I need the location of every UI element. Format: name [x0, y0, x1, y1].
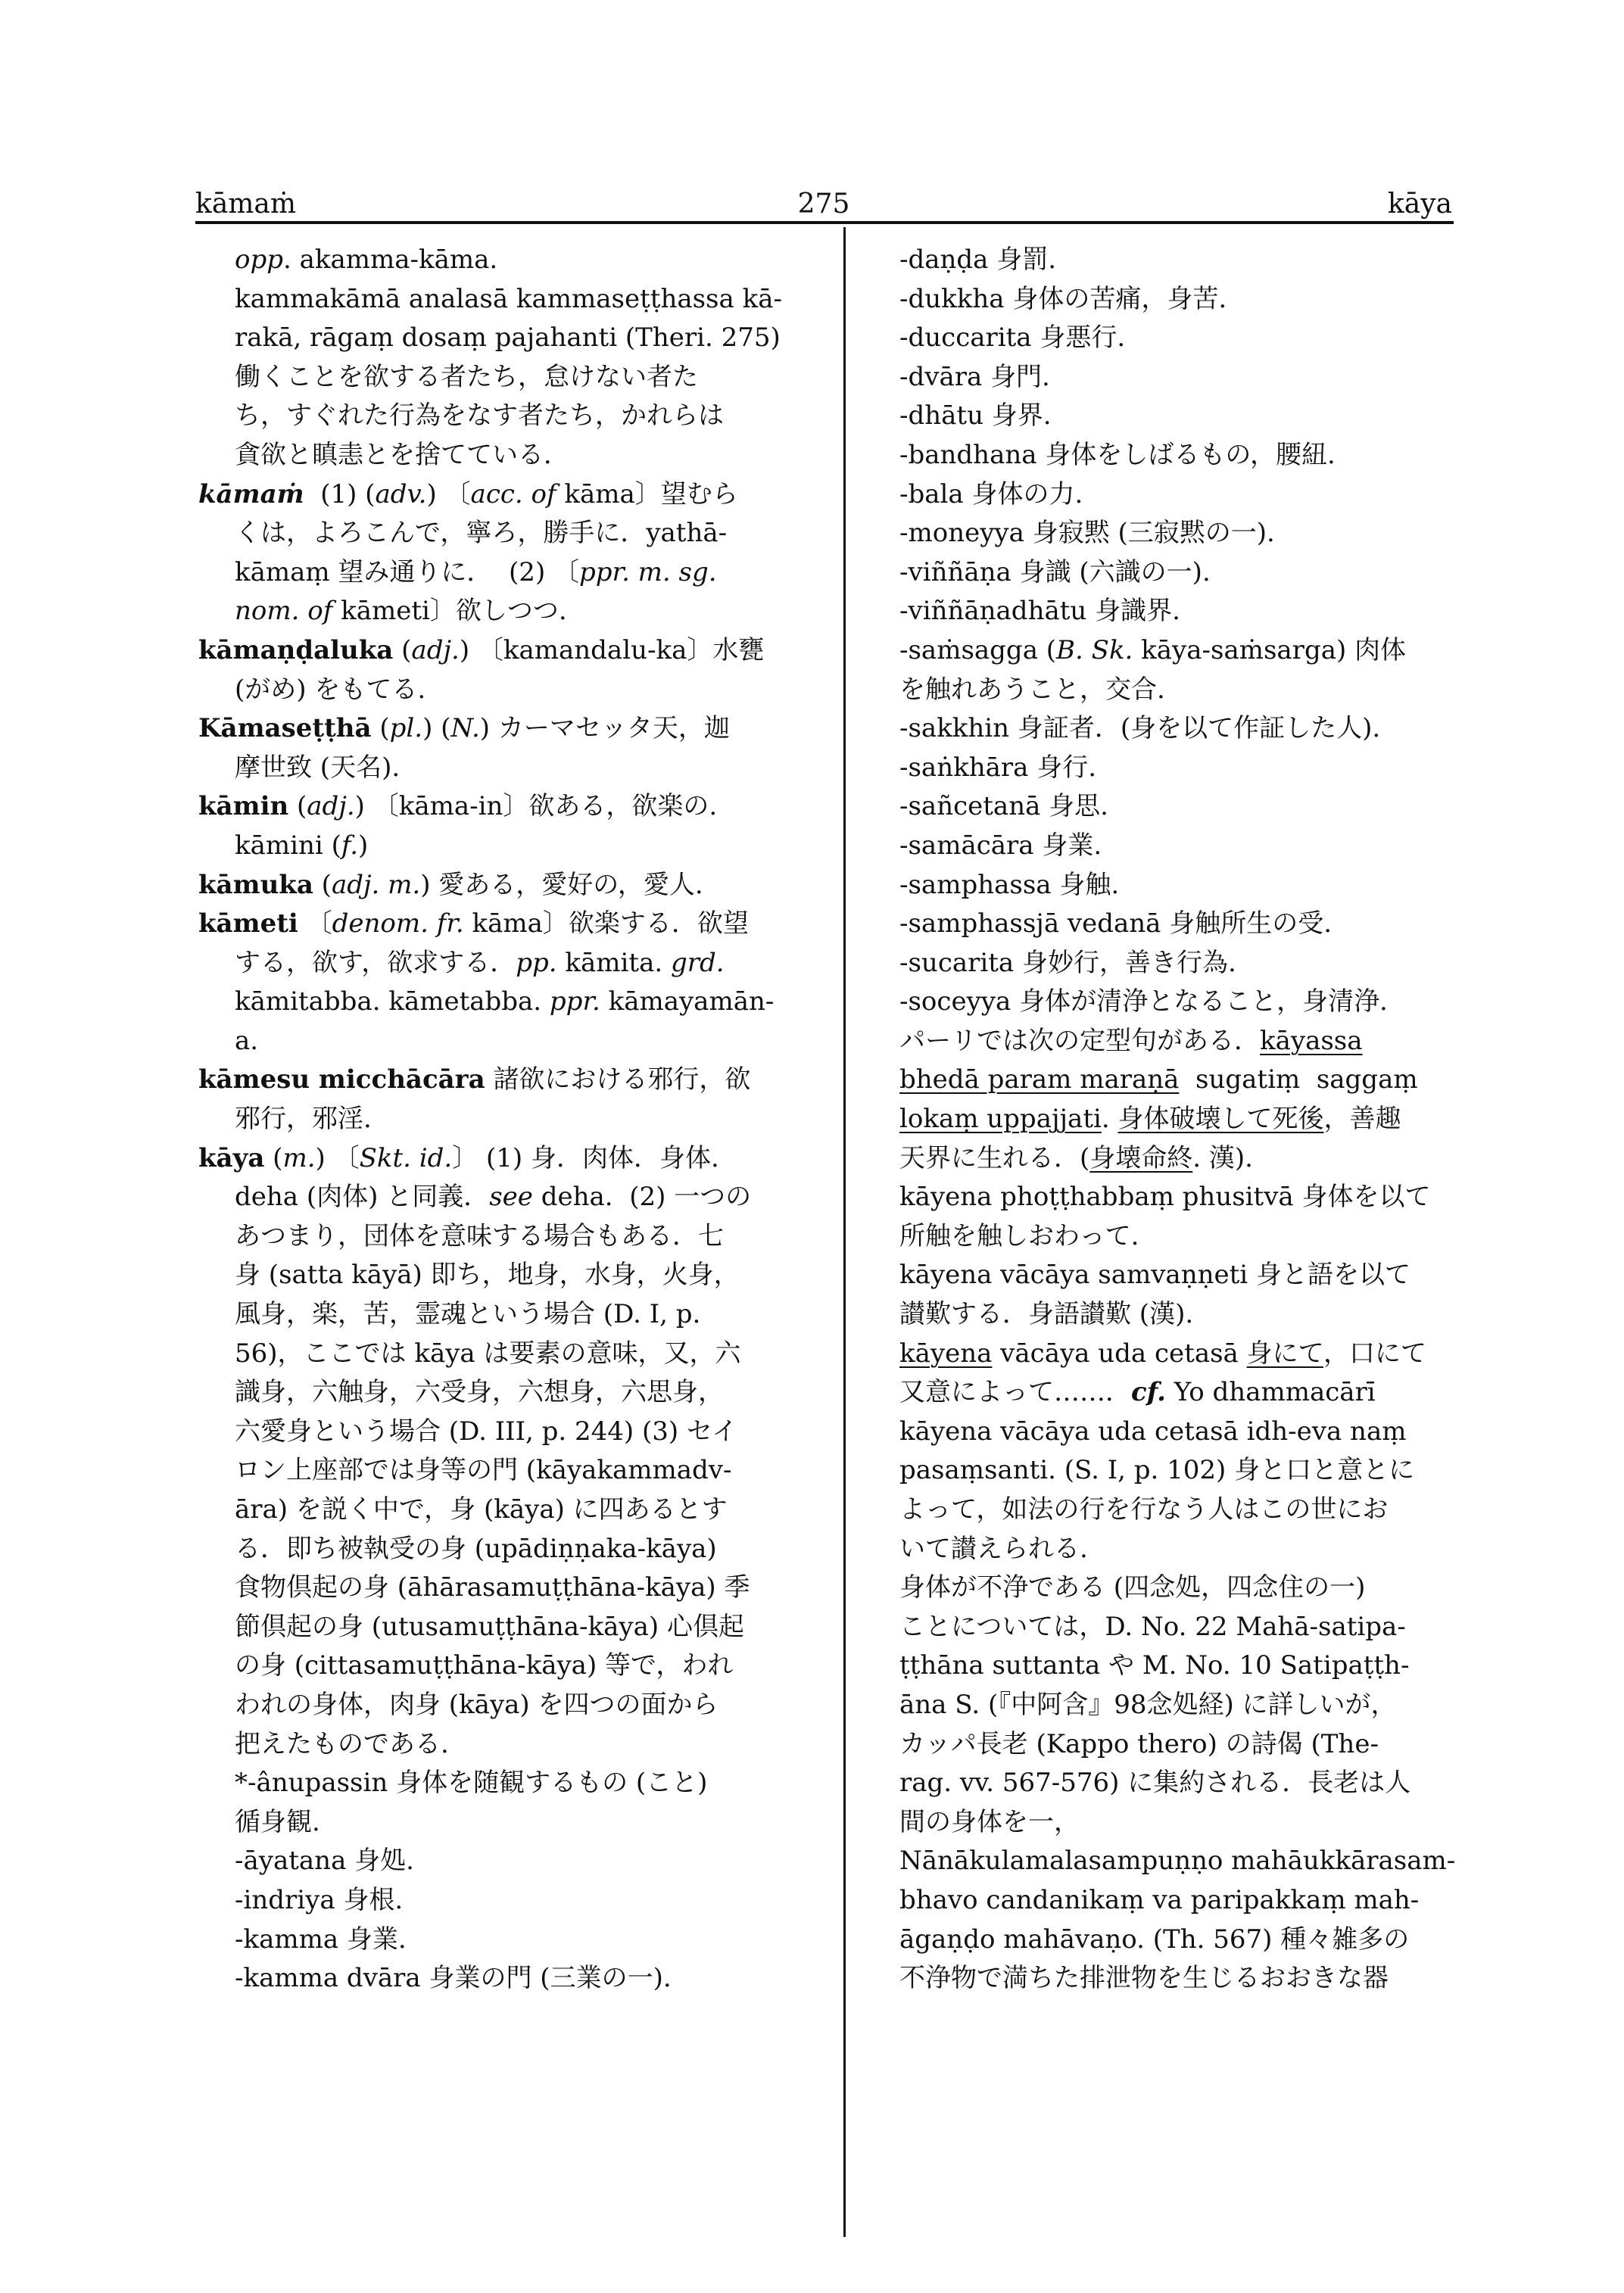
text-run: 諸欲における邪行，欲	[485, 1064, 751, 1095]
text-line	[198, 787, 819, 827]
text-line	[198, 1295, 819, 1335]
text-run: -duccarita 身悪行.	[899, 322, 1126, 354]
text-run: -saṅkhāra 身行.	[899, 752, 1097, 783]
text-line	[198, 397, 819, 436]
text-run: 節倶起の身 (utusamuṭṭhāna-kāya) 心倶起	[235, 1611, 744, 1642]
text-line	[899, 1530, 1498, 1569]
text-run: 56)，ここでは kāya は要素の意味，又，六	[235, 1338, 741, 1369]
text-run: bhavo candanikaṃ va paripakkaṃ mah-	[899, 1884, 1420, 1915]
grammar-note: nom. of	[235, 596, 333, 627]
text-run: sugatiṃ saggaṃ	[1179, 1064, 1418, 1095]
text-line	[899, 1139, 1498, 1179]
text-line	[198, 631, 819, 671]
text-run: 〕 (1) 身．肉体．身体.	[452, 1142, 719, 1173]
text-run: 識身，六触身，六受身，六想身，六思身，	[235, 1377, 724, 1408]
text-run: -bandhana 身体をしばるもの，腰紐.	[899, 439, 1336, 470]
text-run: 〔	[298, 908, 332, 939]
text-line	[198, 1803, 819, 1843]
grammar-note: ppr. m. sg.	[579, 556, 717, 587]
text-line	[198, 592, 819, 631]
text-run: kāma〕欲楽する．欲望	[463, 908, 749, 939]
text-run: カッパ長老 (Kappo thero) の詩偈 (The-	[899, 1728, 1379, 1759]
text-line	[198, 319, 819, 358]
text-line	[899, 1959, 1498, 1999]
text-line	[899, 1881, 1498, 1921]
running-head	[195, 180, 1452, 226]
text-line	[899, 1647, 1498, 1686]
text-line	[198, 1451, 819, 1491]
text-line	[198, 1530, 819, 1569]
text-line	[899, 631, 1498, 671]
text-run: われの身体，肉身 (kāya) を四つの面から	[235, 1689, 718, 1720]
text-line	[899, 1686, 1498, 1725]
text-run: パーリでは次の定型句がある．	[899, 1025, 1260, 1056]
grammar-note: f.	[341, 830, 359, 861]
text-run: (	[288, 791, 307, 822]
left-column	[198, 241, 819, 1999]
text-run: ，善趣	[1323, 1104, 1401, 1135]
grammar-note: pp.	[516, 947, 557, 978]
text-line	[198, 475, 819, 515]
text-run: ) (	[422, 713, 451, 744]
text-run: kāya-saṁsarga) 肉体	[1133, 634, 1407, 665]
text-run: ) カーマセッタ天，迦	[479, 713, 730, 744]
text-line	[899, 436, 1498, 475]
text-run: 身体が不浄である (四念処，四念住の一)	[899, 1572, 1366, 1603]
text-run: -sucarita 身妙行，善き行為.	[899, 947, 1236, 978]
header-right-guide-word: kāya	[1387, 188, 1452, 220]
text-run: 天界に生れる．(	[899, 1142, 1090, 1173]
text-run: あつまり，団体を意味する場合もある．七	[235, 1220, 724, 1251]
text-line	[198, 1608, 819, 1647]
text-run: vācāya uda cetasā	[992, 1338, 1247, 1369]
text-line	[899, 358, 1498, 397]
grammar-note: N.	[450, 713, 480, 744]
text-line	[899, 827, 1498, 866]
text-line	[899, 1725, 1498, 1765]
right-column	[899, 241, 1498, 1999]
headword: kāya	[198, 1142, 265, 1173]
text-line	[899, 1178, 1498, 1217]
text-run: kāmeti〕欲しつつ.	[332, 596, 567, 627]
text-run: 又意によって……．	[899, 1377, 1131, 1408]
text-run: -āyatana 身処.	[235, 1846, 414, 1877]
grammar-note: m.	[282, 1142, 316, 1173]
text-run: *-ânupassin 身体を随観するもの (こと)	[235, 1768, 708, 1799]
page-number: 275	[797, 188, 850, 220]
text-run: Yo dhammacārī	[1165, 1377, 1376, 1408]
text-line	[899, 1608, 1498, 1647]
text-run: -soceyya 身体が清浄となること，身清浄.	[899, 986, 1388, 1017]
text-line	[899, 1569, 1498, 1608]
headword: kāmaṁ	[198, 478, 304, 509]
text-run: る．即ち被執受の身 (upādiṇṇaka-kāya)	[235, 1533, 717, 1564]
text-run: 六愛身という場合 (D. III, p. 244) (3) セイ	[235, 1416, 737, 1447]
text-line	[198, 241, 819, 280]
text-run: )	[358, 830, 369, 861]
text-run: する，欲す，欲求する．	[235, 947, 516, 978]
text-run: -kamma 身業.	[235, 1924, 407, 1955]
text-run: -samphassa 身触.	[899, 869, 1120, 900]
text-run: ṭṭhāna suttanta や M. No. 10 Satipaṭṭh-	[899, 1650, 1410, 1681]
grammar-note: pl.	[389, 713, 423, 744]
text-line	[899, 553, 1498, 593]
text-line	[899, 1764, 1498, 1803]
text-run: -samphassjā vedanā 身触所生の受.	[899, 908, 1333, 939]
text-line	[899, 280, 1498, 319]
text-line	[899, 749, 1498, 788]
text-run: pasaṃsanti. (S. I, p. 102) 身と口と意とに	[899, 1455, 1415, 1486]
text-line	[899, 709, 1498, 749]
text-line	[198, 671, 819, 710]
grammar-note: grd.	[670, 947, 725, 978]
text-run: a.	[235, 1025, 259, 1056]
text-run: . 漢).	[1192, 1142, 1253, 1173]
text-line	[198, 1413, 819, 1452]
text-line	[899, 1100, 1498, 1139]
text-run: ) 〔	[315, 1142, 360, 1173]
text-line	[198, 827, 819, 866]
text-run: ロン上座部では身等の門 (kāyakammadv-	[235, 1455, 732, 1486]
text-run: -sañcetanā 身思.	[899, 791, 1108, 822]
text-line	[899, 1373, 1498, 1413]
underlined-text: 身体破壊して死後	[1117, 1104, 1324, 1135]
text-run: kāmini (	[235, 830, 341, 861]
text-run: -sakkhin 身証者．(身を以て作証した人).	[899, 713, 1381, 744]
text-line	[198, 1061, 819, 1100]
text-run: ) 愛ある，愛好の，愛人.	[420, 869, 703, 900]
text-line	[198, 709, 819, 749]
text-line	[198, 514, 819, 553]
text-run: よって，如法の行を行なう人はこの世にお	[899, 1494, 1389, 1525]
text-run: kāmaṃ 望み通りに． (2) 〔	[235, 556, 580, 587]
text-line	[198, 280, 819, 319]
text-run: . akamma-kāma.	[283, 245, 498, 275]
text-run: āna S. (『中阿含』98念処経) に詳しいが，	[899, 1689, 1397, 1720]
grammar-note: see	[489, 1182, 533, 1213]
text-run: ) 〔kamandalu-ka〕水甕	[459, 634, 765, 665]
text-line	[198, 944, 819, 983]
column-divider	[843, 227, 846, 2237]
text-run: -dvāra 身門.	[899, 361, 1050, 392]
text-run: āra) を説く中で，身 (kāya) に四あるとす	[235, 1494, 728, 1525]
text-line	[198, 1139, 819, 1179]
text-line	[899, 397, 1498, 436]
text-run: -bala 身体の力.	[899, 478, 1083, 509]
text-run: の身 (cittasamuṭṭhāna-kāya) 等で，われ	[235, 1650, 734, 1681]
underlined-text: 身にて	[1246, 1338, 1323, 1369]
headword: kāmaṇḍaluka	[198, 634, 394, 665]
text-line	[198, 1373, 819, 1413]
text-line	[899, 514, 1498, 553]
text-run: 身 (satta kāyā) 即ち，地身，水身，火身，	[235, 1260, 740, 1291]
grammar-note: adj.	[411, 634, 460, 665]
text-run: kāyena vācāya samvaṇṇeti 身と語を以て	[899, 1260, 1410, 1291]
text-line	[198, 1764, 819, 1803]
text-line	[198, 1335, 819, 1374]
text-line	[198, 1569, 819, 1608]
text-line	[899, 1295, 1498, 1335]
text-run: ) 〔kāma-in〕欲ある，欲楽の.	[354, 791, 718, 822]
headword: Kāmaseṭṭhā	[198, 713, 372, 744]
text-run: .	[1101, 1104, 1118, 1135]
headword: kāmin	[198, 791, 289, 822]
text-line	[899, 1335, 1498, 1374]
text-line	[198, 1100, 819, 1139]
grammar-note: adj.	[307, 791, 355, 822]
grammar-note: acc. of	[470, 478, 556, 509]
headword: kāmesu micchācāra	[198, 1064, 485, 1095]
text-run: くは，よろこんで，寧ろ，勝手に．yathā-	[235, 518, 728, 549]
underlined-text: kāyassa	[1260, 1025, 1363, 1056]
text-run: (	[393, 634, 412, 665]
text-line	[198, 1959, 819, 1999]
text-run: -samācāra 身業.	[899, 830, 1102, 861]
text-run: -saṁsagga (	[899, 634, 1057, 665]
text-run: 邪行，邪淫.	[235, 1104, 372, 1135]
text-line	[899, 319, 1498, 358]
text-run: kāyena vācāya uda cetasā idh-eva naṃ	[899, 1416, 1407, 1447]
text-line	[899, 1413, 1498, 1452]
headword: kāmuka	[198, 869, 313, 900]
text-line	[198, 905, 819, 944]
grammar-note: ppr.	[549, 986, 600, 1017]
text-line	[899, 592, 1498, 631]
text-run: ち，すぐれた行為をなす者たち，かれらは	[235, 400, 724, 431]
text-run: Nānākulamalasampuṇṇo mahāukkārasam-	[899, 1846, 1456, 1877]
text-run: -dhātu 身界.	[899, 400, 1052, 431]
text-line	[899, 1061, 1498, 1100]
text-line	[899, 1491, 1498, 1530]
text-run: rakā, rāgaṃ dosaṃ pajahanti (Theri. 275)	[235, 322, 781, 354]
text-run: -viññāṇa 身識 (六識の一).	[899, 556, 1211, 587]
underlined-text: bhedā param maraṇā	[899, 1064, 1180, 1095]
text-line	[198, 553, 819, 593]
text-line	[899, 241, 1498, 280]
text-run: 循身観.	[235, 1806, 320, 1837]
text-run: rag. vv. 567-576) に集約される．長老は人	[899, 1768, 1411, 1799]
text-run: (がめ) をもてる.	[235, 674, 426, 705]
text-run: 摩世致 (天名).	[235, 752, 401, 783]
text-run: 把えたものである.	[235, 1728, 449, 1759]
text-run: ことについては，D. No. 22 Mahā-satipa-	[899, 1611, 1406, 1642]
text-run: -indriya 身根.	[235, 1884, 404, 1915]
text-run: 讃歎する．身語讃歎 (漢).	[899, 1299, 1194, 1330]
text-line	[899, 944, 1498, 983]
text-run: 貪欲と瞋恚とを捨てている．	[235, 439, 569, 470]
text-run: -kamma dvāra 身業の門 (三業の一).	[235, 1963, 672, 1994]
text-run: (	[371, 713, 390, 744]
text-line	[899, 1921, 1498, 1960]
grammar-note: adv.	[375, 478, 427, 509]
header-rule	[195, 221, 1454, 224]
text-line	[198, 1647, 819, 1686]
text-line	[899, 1842, 1498, 1881]
underlined-text: 身壊命終	[1089, 1142, 1193, 1173]
underlined-text: lokaṃ uppajjati	[899, 1104, 1102, 1135]
grammar-note: Skt. id.	[359, 1142, 453, 1173]
text-run: āgaṇḍo mahāvaṇo. (Th. 567) 種々雑多の	[899, 1924, 1410, 1955]
text-line	[198, 1178, 819, 1217]
text-line	[198, 1921, 819, 1960]
text-line	[899, 866, 1498, 905]
text-line	[198, 1217, 819, 1257]
text-run: -daṇḍa 身罰.	[899, 245, 1057, 275]
grammar-note: denom. fr.	[332, 908, 464, 939]
grammar-note: B. Sk.	[1056, 634, 1133, 665]
text-run: 間の身体を一，	[899, 1806, 1080, 1837]
text-run: 風身，楽，苦，霊魂という場合 (D. I, p.	[235, 1299, 701, 1330]
text-run: (	[313, 869, 332, 900]
text-run: 不浄物で満ちた排泄物を生じるおおきな器	[899, 1963, 1389, 1994]
text-line	[899, 787, 1498, 827]
headword: kāmeti	[198, 908, 298, 939]
text-run: deha. (2) 一つの	[532, 1182, 752, 1213]
text-line	[198, 749, 819, 788]
text-line	[198, 1842, 819, 1881]
text-run: kāyena phoṭṭhabbaṃ phusitvā 身体を以て	[899, 1182, 1431, 1213]
text-line	[899, 1022, 1498, 1061]
text-line	[198, 1725, 819, 1765]
text-run: -viññāṇadhātu 身識界.	[899, 596, 1180, 627]
text-run: を触れあうこと，交合.	[899, 674, 1165, 705]
text-run: 食物倶起の身 (āhārasamuṭṭhāna-kāya) 季	[235, 1572, 750, 1603]
text-line	[198, 866, 819, 905]
grammar-note: adj. m.	[331, 869, 421, 900]
text-line	[198, 1881, 819, 1921]
text-line	[899, 905, 1498, 944]
text-line	[198, 1256, 819, 1295]
text-run: kāmita.	[556, 947, 671, 978]
text-line	[899, 1451, 1498, 1491]
text-line	[899, 671, 1498, 710]
text-line	[198, 1022, 819, 1061]
underlined-text: kāyena	[899, 1338, 993, 1369]
text-run: 働くことを欲する者たち，怠けない者た	[235, 361, 698, 392]
header-left-guide-word: kāmaṁ	[195, 188, 297, 220]
text-run: (1) (	[304, 478, 376, 509]
text-run: kāma〕望むら	[556, 478, 738, 509]
text-line	[899, 983, 1498, 1022]
text-run: -moneyya 身寂黙 (三寂黙の一).	[899, 518, 1275, 549]
text-line	[899, 1803, 1498, 1843]
text-line	[899, 1256, 1498, 1295]
text-line	[899, 1217, 1498, 1257]
text-run: -dukkha 身体の苦痛，身苦.	[899, 283, 1227, 314]
text-line	[198, 358, 819, 397]
text-line	[198, 1491, 819, 1530]
text-run: 所触を触しおわって.	[899, 1220, 1139, 1251]
grammar-note: opp	[235, 245, 283, 275]
text-line	[198, 983, 819, 1022]
text-run: (	[264, 1142, 283, 1173]
text-line	[899, 475, 1498, 515]
text-run: kāmitabba. kāmetabba.	[235, 986, 550, 1017]
text-run: いて讃えられる.	[899, 1533, 1088, 1564]
text-run: ，口にて	[1323, 1338, 1426, 1369]
text-run: deha (肉体) と同義．	[235, 1182, 490, 1213]
text-run: ) 〔	[426, 478, 471, 509]
text-run: kammakāmā analasā kammaseṭṭhassa kā-	[235, 283, 782, 314]
text-run: kāmayamān-	[600, 986, 775, 1017]
text-line	[198, 1686, 819, 1725]
headword: cf.	[1131, 1377, 1166, 1408]
text-line	[198, 436, 819, 475]
